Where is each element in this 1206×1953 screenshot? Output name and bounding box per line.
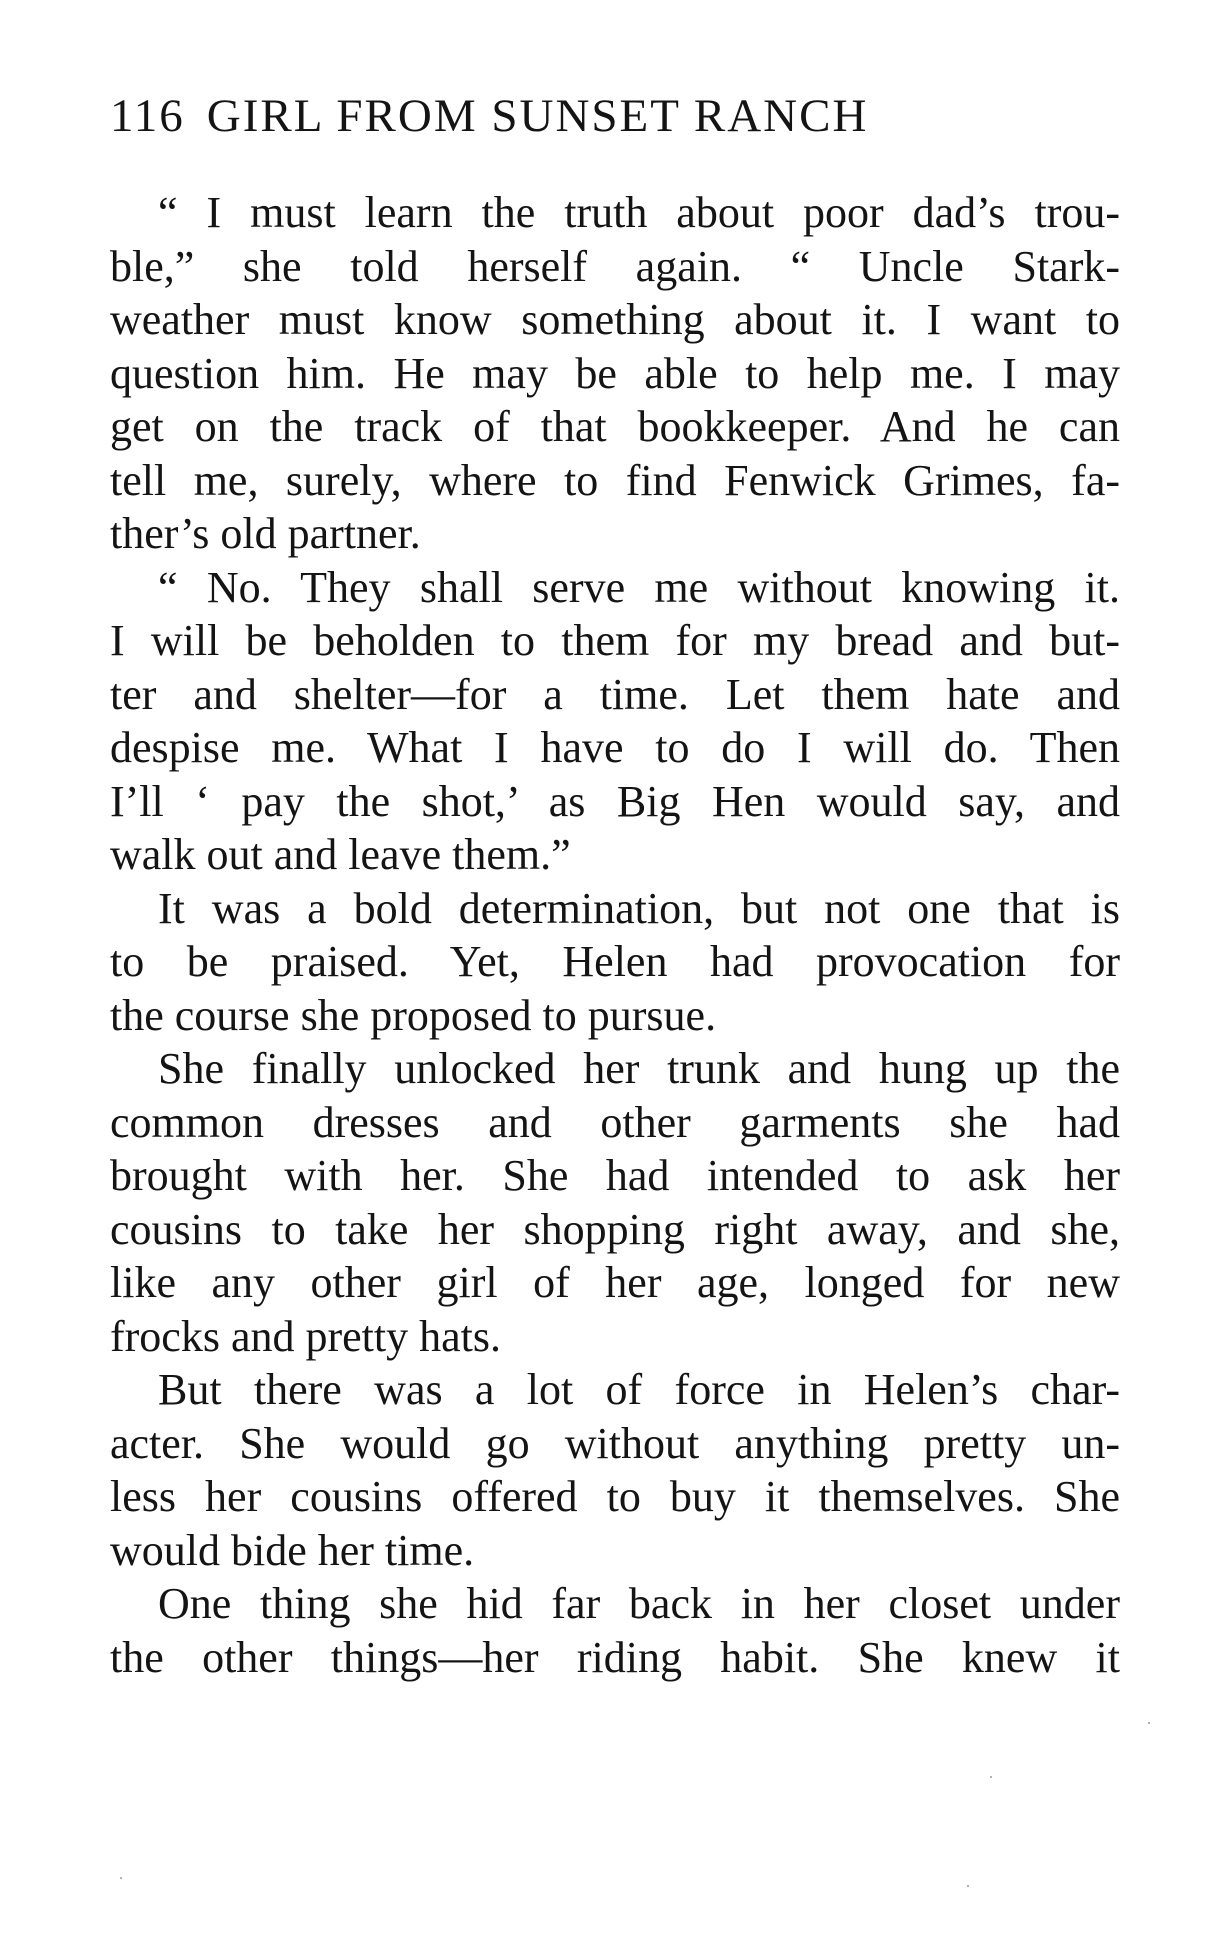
text-line: She finally unlocked her trunk and hung up the (158, 1044, 1120, 1093)
text-line: “ No. They shall serve me without knowing it. (158, 562, 1120, 612)
paper-speck (990, 1776, 992, 1778)
text-line: tell me, surely, where to find Fenwick Grimes, fa- (110, 455, 1120, 505)
text-line: get on the track of that bookkeeper. And he can (110, 402, 1120, 451)
text-line: question him. He may be able to help me. I may (110, 348, 1120, 398)
running-head (110, 86, 1120, 146)
text-line: like any other girl of her age, longed for new (110, 1258, 1120, 1307)
text-line: the course she proposed to pursue. (110, 990, 717, 1040)
text-line: walk out and leave them.” (110, 830, 571, 879)
paper-speck (1148, 1722, 1150, 1724)
text-line: brought with her. She had intended to ask her (110, 1151, 1120, 1200)
text-line: weather must know something about it. I want to (110, 295, 1120, 344)
text-line: to be praised. Yet, Helen had provocation for (110, 937, 1120, 986)
text-line: ther’s old partner. (110, 509, 421, 558)
text-line: common dresses and other garments she had (110, 1097, 1120, 1147)
text-line: ter and shelter—for a time. Let them hate and (110, 669, 1120, 719)
text-line: It was a bold determination, but not one that is (158, 883, 1120, 933)
text-line: I will be beholden to them for my bread and but- (110, 616, 1120, 665)
text-line: frocks and pretty hats. (110, 1311, 501, 1361)
text-line: “ I must learn the truth about poor dad’s trou- (158, 188, 1120, 237)
text-line: One thing she hid far back in her closet under (158, 1579, 1120, 1628)
text-line: I’ll ‘ pay the shot,’ as Big Hen would say, and (110, 776, 1120, 826)
text-line: cousins to take her shopping right away, and she, (110, 1204, 1120, 1254)
text-line: would bide her time. (110, 1525, 475, 1575)
body-text (110, 186, 1120, 1684)
page-number: 116 (110, 90, 185, 142)
paper-speck (120, 1877, 122, 1879)
text-line: acter. She would go without anything pretty un- (110, 1418, 1120, 1468)
text-line: despise me. What I have to do I will do. Then (110, 723, 1120, 772)
paper-speck (967, 1885, 969, 1887)
running-title: GIRL FROM SUNSET RANCH (206, 90, 869, 142)
text-line: the other things—her riding habit. She knew it (110, 1632, 1120, 1682)
text-line: ble,” she told herself again. “ Uncle Stark- (110, 241, 1120, 291)
text-line: less her cousins offered to buy it themselves. She (110, 1472, 1120, 1521)
text-line: But there was a lot of force in Helen’s char- (158, 1365, 1120, 1414)
